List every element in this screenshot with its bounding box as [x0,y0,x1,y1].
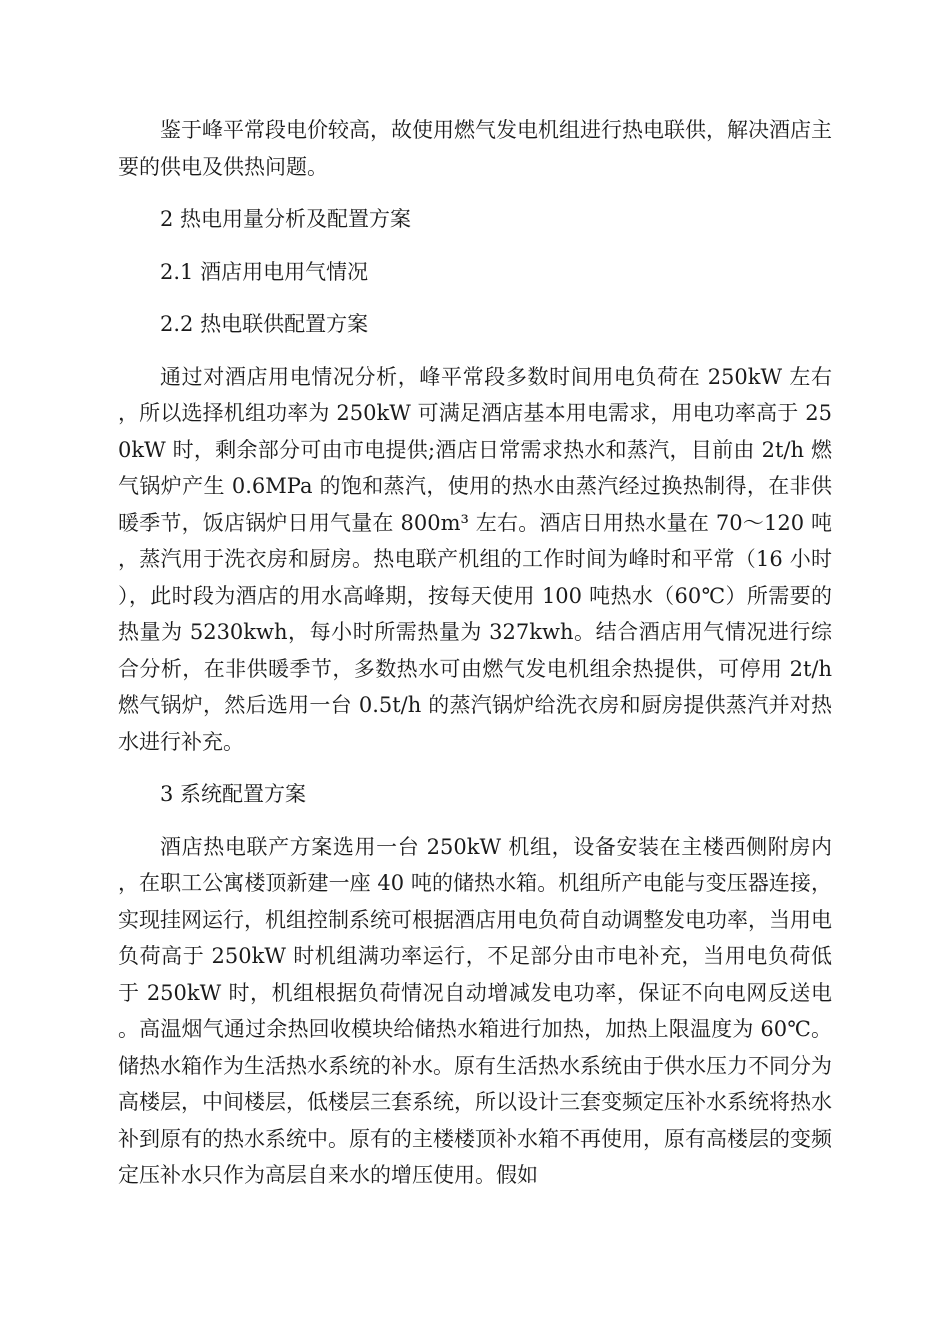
spacer [118,813,832,829]
document-body [118,112,832,1194]
paragraph-3: 酒店热电联产方案选用一台 250kW 机组，设备安装在主楼西侧附房内，在职工公寓楼顶新建一座 40 吨的储热水箱。机组所产电能与变压器连接，实现挂网运行，机组控制系统可根据酒店用电负荷自动调整发电功率，当用电负荷高于 250kW 时机组满功率运行，不足部分由市电补充，当用电负荷低于 250kW 时，机组根据负荷情况自动增减发电功率，保证不向电网反送电。高温烟气通过余热回收模块给储热水箱进行加热，加热上限温度为 60℃。储热水箱作为生活热水系统的补水。原有生活热水系统由于供水压力不同分为高楼层，中间楼层，低楼层三套系统，所以设计三套变频定压补水系统将热水补到原有的热水系统中。原有的主楼楼顶补水箱不再使用，原有高楼层的变频定压补水只作为高层自来水的增压使用。假如 [118,834,832,1187]
section-heading-2: 2 热电用量分析及配置方案 [160,207,412,231]
paragraph-intro: 鉴于峰平常段电价较高，故使用燃气发电机组进行热电联供，解决酒店主要的供电及供热问题。 [118,118,832,179]
section-heading-3: 3 系统配置方案 [160,782,307,806]
section-heading-2-1: 2.1 酒店用电用气情况 [160,259,369,284]
spacer [118,290,832,306]
spacer [118,238,832,254]
spacer [118,760,832,776]
spacer [118,343,832,359]
section-heading-2-2: 2.2 热电联供配置方案 [160,312,369,336]
paragraph-2-2: 通过对酒店用电情况分析，峰平常段多数时间用电负荷在 250kW 左右，所以选择机组功率为 250kW 可满足酒店基本用电需求，用电功率高于 250kW 时，剩余部分可由市电提供;酒店日常需求热水和蒸汽，目前由 2t/h 燃气锅炉产生 0.6MPa 的饱和蒸汽，使用的热水由蒸汽经过换热制得，在非供暖季节，饭店锅炉日用气量在 800m³ 左右。酒店日用热水量在 70～120 吨，蒸汽用于洗衣房和厨房。热电联产机组的工作时间为峰时和平常（16 小时），此时段为酒店的用水高峰期，按每天使用 100 吨热水（60℃）所需要的热量为 5230kwh，每小时所需热量为 327kwh。结合酒店用气情况进行综合分析，在非供暖季节，多数热水可由燃气发电机组余热提供，可停用 2t/h 燃气锅炉，然后选用一台 0.5t/h 的蒸汽锅炉给洗衣房和厨房提供蒸汽并对热水进行补充。 [118,364,832,754]
spacer [118,185,832,201]
